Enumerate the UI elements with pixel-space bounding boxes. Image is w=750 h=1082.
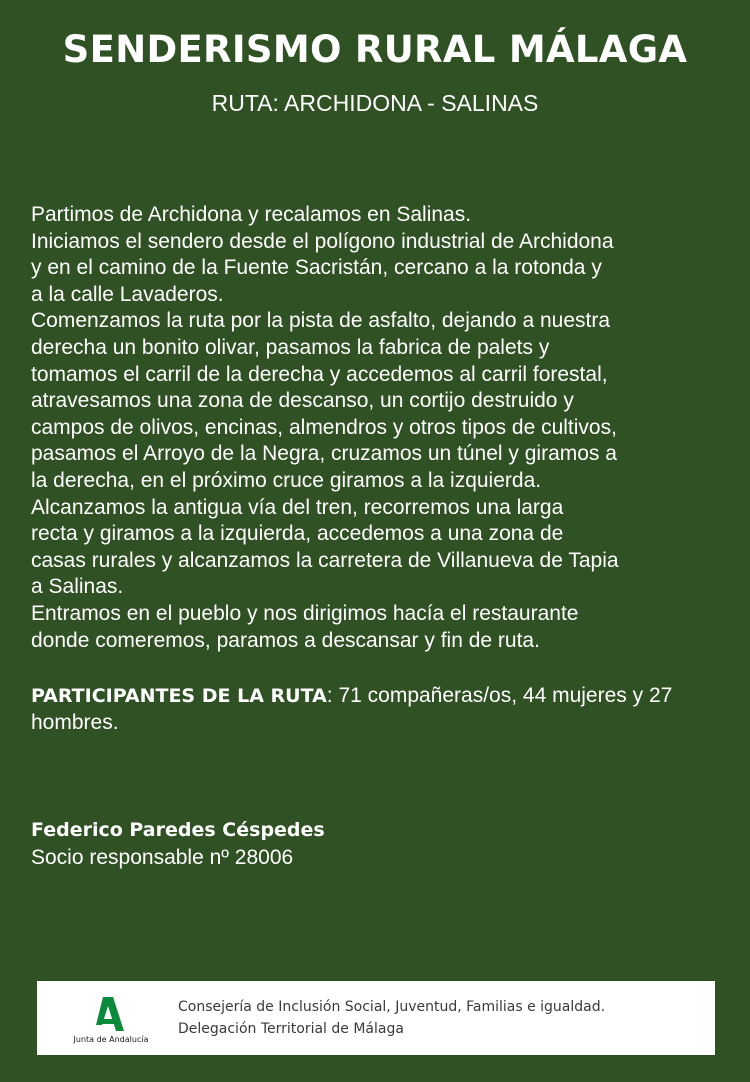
description-line: pasamos el Arroyo de la Negra, cruzamos un túnel y giramos a — [31, 442, 617, 466]
logo-caption: Junta de Andalucía — [73, 1035, 149, 1044]
description-line: Comenzamos la ruta por la pista de asfalto, dejando a nuestra — [31, 309, 611, 333]
description-line: Iniciamos el sendero desde el polígono industrial de Archidona — [31, 229, 614, 253]
signer-role: Socio responsable nº 28006 — [31, 846, 294, 869]
description-line: tomamos el carril de la derecha y accedemos al carril forestal, — [31, 362, 608, 386]
description-line: campos de olivos, encinas, almendros y otros tipos de cultivos, — [31, 415, 617, 439]
description-line: atravesamos una zona de descanso, un cortijo destruido y — [31, 389, 574, 413]
signature-block — [31, 817, 325, 871]
route-subtitle: RUTA: ARCHIDONA - SALINAS — [211, 90, 539, 116]
signer-name: Federico Paredes Céspedes — [31, 819, 325, 841]
description-line: a Salinas. — [31, 575, 124, 599]
footer-line-ministry: Consejería de Inclusión Social, Juventud, Familias e igualdad. — [178, 999, 606, 1015]
description-line: derecha un bonito olivar, pasamos la fabrica de palets y — [31, 335, 550, 359]
page-title: SENDERISMO RURAL MÁLAGA — [62, 28, 688, 71]
footer-line-delegation: Delegación Territorial de Málaga — [178, 1021, 404, 1037]
junta-andalucia-logo — [69, 995, 153, 1047]
route-description — [31, 202, 721, 654]
footer-institution — [178, 996, 605, 1040]
participants-label: PARTICIPANTES DE LA RUTA — [31, 685, 327, 707]
footer-banner — [37, 981, 715, 1055]
junta-andalucia-a-icon — [91, 995, 131, 1033]
description-line: la derecha, en el próximo cruce giramos a la izquierda. — [31, 468, 542, 492]
participants-text: : 71 compañeras/os, 44 mujeres y 27 hombres. — [31, 684, 673, 734]
description-line: a la calle Lavaderos. — [31, 282, 224, 306]
description-line: Partimos de Archidona y recalamos en Salinas. — [31, 203, 472, 226]
description-line: donde comeremos, paramos a descansar y fin de ruta. — [31, 628, 540, 652]
description-line: casas rurales y alcanzamos la carretera de Villanueva de Tapia — [31, 548, 619, 572]
description-line: Alcanzamos la antigua vía del tren, recorremos una larga — [31, 495, 564, 519]
participants-section — [31, 683, 721, 736]
description-line: Entramos en el pueblo y nos dirigimos hacía el restaurante — [31, 601, 579, 625]
description-line: recta y giramos a la izquierda, accedemos a una zona de — [31, 522, 564, 546]
description-line: y en el camino de la Fuente Sacristán, cercano a la rotonda y — [31, 256, 602, 280]
